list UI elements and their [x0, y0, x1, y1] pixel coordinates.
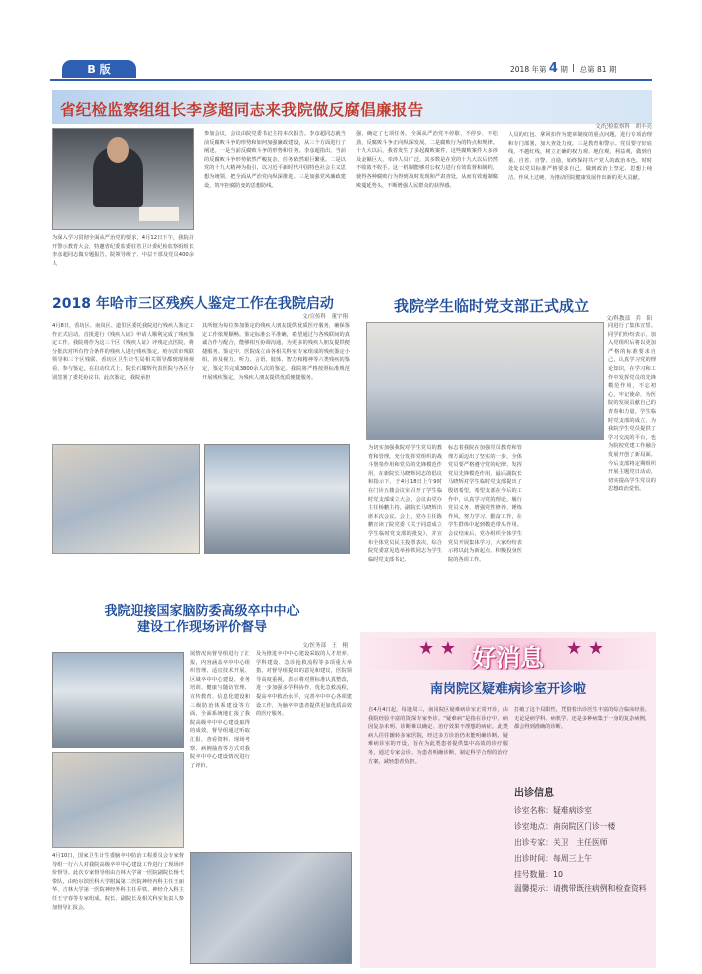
info-label: 温馨提示： — [514, 884, 553, 893]
name-plate — [139, 207, 179, 221]
info-label: 诊室地点： — [514, 822, 553, 831]
article3-byline: 文/科教部 乔 阳 — [606, 316, 652, 322]
article4-col1: 4月10日，国家卫生计生委脑卒中防治工程委员会专家督导组一行六人对我院高级卒中中心建设工作进行了现场评价督导。此次专家督导组由吉林大学第一医院副院长杨弋带队，由哈尔滨医科大学附属第二医院神经内科主任王丽华、吉林大学第一医院神经外科主任乔铁、神经介入科主任王守春等专家组成。院长、副院长及相关科室负责人参加督导汇报会。 — [52, 853, 184, 911]
info-row — [514, 835, 650, 851]
info-value: 10 — [552, 870, 563, 879]
info-value: 南岗院区门诊一楼 — [552, 822, 616, 831]
article1-photo — [52, 128, 194, 230]
info-row — [514, 819, 650, 835]
article1-caption: 为深入学习贯彻全面从严治党的要求，4月12日下午，我院召开警示教育大会，特邀省纪委监委驻省卫计委纪检监察组组长李彦超同志做专题报告。院领导班子、中层干部及党员400余人 — [52, 235, 194, 267]
article4-photo2 — [52, 752, 184, 848]
article4-title-line1: 我院迎接国家脑防委高级卒中中心 — [104, 604, 300, 619]
star-icon-left: ★ ★ — [418, 638, 456, 659]
issue-number: 4 — [548, 61, 558, 76]
info-value: 每周三上午 — [552, 854, 592, 863]
info-row — [514, 867, 650, 883]
issue-divider — [573, 64, 574, 72]
issue-date-suffix: 期 — [560, 65, 568, 74]
star-icon-right: ★ ★ — [566, 638, 604, 659]
article1-col4: 人员的红包、拿回扣作为建章制度的重点问题，进行专项治理和专门部署，加大查处力度。三是教育和警示。党员要守好底线，不越红线，树立正确的权力观、地位观、利益观，做到自重、自省、自警、自励，始终保持共产党人的政治本色。时时处处以党员标准严格要求自己，做到政治上坚定、思想上纯洁、作风上过硬，为推动医院健康发展作出新的更大贡献。 — [508, 132, 652, 181]
speaker-head — [107, 137, 129, 163]
info-row — [514, 883, 650, 895]
article3-col2: 标志着我院在加强党员教育和管理方面迈出了坚实的一步。全体党员要严格遵守党的纪律，发挥党员先锋模范作用。最后副院长马晓辉对学生临时党支部提出了殷切希望，希望支部在今后的工作中，认真学习党的理论，履行党员义务，增强党性修养，锤炼作风，努力学习、勤奋工作，在学生群体中起到模范带头作用。会议结束后，党办组织全体学生党员开展集体学习，大家纷纷表示将以此为新起点，积极投身医院的各项工作。 — [448, 445, 522, 563]
article2-title: 2018 年哈市三区残疾人鉴定工作在我院启动 — [52, 296, 334, 312]
info-value: 关卫 主任医师 — [552, 838, 608, 847]
article4-title — [52, 604, 352, 636]
good-news-panel — [360, 632, 656, 968]
info-list — [514, 803, 650, 895]
article1-col3: 强，确定了七项任务。全面从严治党不停歇、不停步、不松劲，反腐败斗争正向纵深发展。二是腐败行为的特点和规律。十九大以后，我省发生了多起腐败案件，这些腐败案件大多涉及金额巨大，牵涉人员广泛，其多数是在党的十九大以后仍然不收敛不收手。这一机制能够对公权力进行有效监督和制约，使得各种腐败行为得到及时发现和严肃查处，从而有效遏制腐败蔓延势头，不断增强人民群众的获得感。 — [356, 131, 498, 189]
article3-col1: 为切实加强我院对学生党员的教育和管理，充分发挥党组织的战斗堡垒作用和党员的先锋模范作用，在新院长马晓辉同志的倡议和指示下，于4月18日上午9时在门诊五楼会议室召开了学生临时党支部成立大会，会议由党办主任杨鹏主持，副院长马晓辉出席本次会议。会上，党办主任陈鹏宣读了院党委《关于同意成立学生临时党支部的批复》，并宣布全体党员民主投票表决，综合院党委意见选举孙铁同志为学生临时党支部书记。 — [368, 445, 442, 563]
header — [0, 0, 702, 82]
article4-byline: 文/医务部 王 栩 — [302, 643, 348, 649]
article5-col1: 自4月4日起，每逢周三，南岗院区疑难病诊室正常开诊，由我院经验丰富的资深专家坐诊。“疑难病”是指在诊疗中，病因复杂未明、诊断难以确定、治疗效果不理想的病症。此类病人往往辗转多家医院，经过多方诊治仍未能明确诊断。疑难病诊室的开设，旨在为此类患者提供集中高效的诊疗服务，通过专家会诊，为患者明确诊断，制定科学合理的治疗方案，减轻患者负担。 — [368, 707, 508, 765]
info-box — [514, 784, 650, 960]
issue-info — [510, 61, 660, 76]
article2-col1: 4月8日，香坊区、南岗区、道里区委托我院进行残疾人鉴定工作正式启动。首批进行《残疾人证》申请人顺利完成了残疾鉴定工作。我院将作为这三个区《残疾人证》评残定点医院，将分批次对所有符合条件的残疾人进行残疾鉴定。哈尔滨市残联领导和三个区残联、香坊区卫生计生局相关领导都到现场观看，参与鉴定。在启动仪式上，院长石耀辉代表医院与各区分别签署了委托协议书，此次鉴定，我院承担 — [52, 323, 194, 381]
article3-col3: 同进行了集体宣誓。同学们纷纷表示，加入党组织后将以更加严格的标准要求自己，认真学习党的理论知识，在学习和工作中发挥党员的先锋模范作用，不忘初心，牢记使命，为医院的发展贡献自己的青春和力量。学生临时党支部的成立，为我院学生党员提供了学习交流的平台，也为院校党建工作融合发展开创了新局面。今后支部将定期组织开展主题党日活动，切实提高学生党员的思想政治觉悟。 — [608, 323, 656, 493]
banner-title: 省纪检监察组组长李彦超同志来我院做反腐倡廉报告 — [60, 101, 424, 119]
article4-title-line2: 建设工作现场评价督导 — [136, 620, 267, 635]
banner-title-bar — [52, 90, 652, 124]
article2-byline: 文/宣传科 董宇翔 — [302, 314, 348, 320]
info-label: 诊室名称： — [514, 806, 553, 815]
info-label: 挂号数量： — [514, 870, 553, 879]
article3-photo — [366, 322, 604, 440]
article2-photo-right — [204, 444, 350, 554]
article2-photo-left — [52, 444, 200, 554]
good-news-banner: 好消息 — [472, 644, 544, 672]
article5-col2: 打破了这个局限性，凭借着出诊医生丰富的综合临床经验、无论是病学科、病机学、还是多种病集于一身的复杂病例，都会得到准确的诊断。 — [514, 707, 650, 731]
article4-col3: 及为推进卒中中心建设采取的人才培养、学科建设、急诊抢救流程等多项重大举措。对督导组提出的意见和建议，医院领导高度重视，表示将对照标准认真整改，进一步加强多学科协作，优化急救流程，提高卒中救治水平，完善卒中中心各项建设工作，为脑卒中患者提供更加优质高效的医疗服务。 — [256, 651, 352, 718]
article4-photo3 — [190, 852, 352, 964]
article1-byline: 文/纪检监察科 胡丰亮 — [595, 124, 652, 130]
edition-label: B 版 — [87, 63, 111, 76]
article4-photo1 — [52, 652, 184, 748]
header-rule — [50, 79, 652, 81]
info-label: 出诊专家： — [514, 838, 553, 847]
info-value: 疑难病诊室 — [552, 806, 592, 815]
article3-col2b — [528, 444, 604, 626]
article5-title: 南岗院区疑难病诊室开诊啦 — [429, 682, 586, 697]
article2-col2: 其所辖为每位参加鉴定的残疾人朋友提供优质医疗服务，确保鉴定工作依规顺畅。鉴定标准公平准确，希望通过与各残联间的真诚合作与配合，能够相互协调沟通，为更多的残疾人朋友提供便捷服务。鉴定中，医院成立由各相关科室专家组成的残疾鉴定小组，涉及视力、听力、言语、肢体、智力和精神等六类残疾的鉴定，鉴定共完成3800余人次的鉴定。我院将严格按照标准规范开展残疾鉴定，为残疾人朋友提供优质便捷服务。 — [202, 323, 350, 381]
article3-title: 我院学生临时党支部正式成立 — [394, 297, 590, 315]
issue-total: 总第 81 期 — [579, 65, 617, 74]
article1-col2: 参加会议，会议由院党委书记主持本次报告。李彦超同志就当前反腐败斗争的形势和如何加强廉政建设，从三个方面进行了阐述。一是当前反腐败斗争的形势和任务。李彦超指出，当前的反腐败斗争形势依然严峻复杂，任务依然艰巨繁重。二是以党的十九大精神为指引，以习近平新时代中国特色社会主义思想为统领，把全面从严治党向纵深推进。三是加强党风廉政建设，筑牢拒腐防变的思想防线。 — [204, 131, 346, 189]
issue-date-prefix: 2018 年第 — [510, 65, 547, 74]
info-value: 请携带既往病例和检查资料 — [552, 884, 647, 893]
info-title: 出诊信息 — [514, 788, 554, 799]
info-row — [514, 851, 650, 867]
info-label: 出诊时间： — [514, 854, 553, 863]
info-row — [514, 803, 650, 819]
article4-col2: 展情况向督导组进行了汇报，内容涵盖卒中中心组织管理、适宜技术开展、区域卒中中心建设、业务培训、健康与随访管理、宣传教育、信息化建设和三级防治体系建设等方面，全面系统地汇报了我院高级卒中中心建设取得的成效。督导组通过听取汇报、查看资料、现场考察、病例抽查等方式对我院卒中中心建设情况进行了评价。 — [190, 651, 250, 769]
